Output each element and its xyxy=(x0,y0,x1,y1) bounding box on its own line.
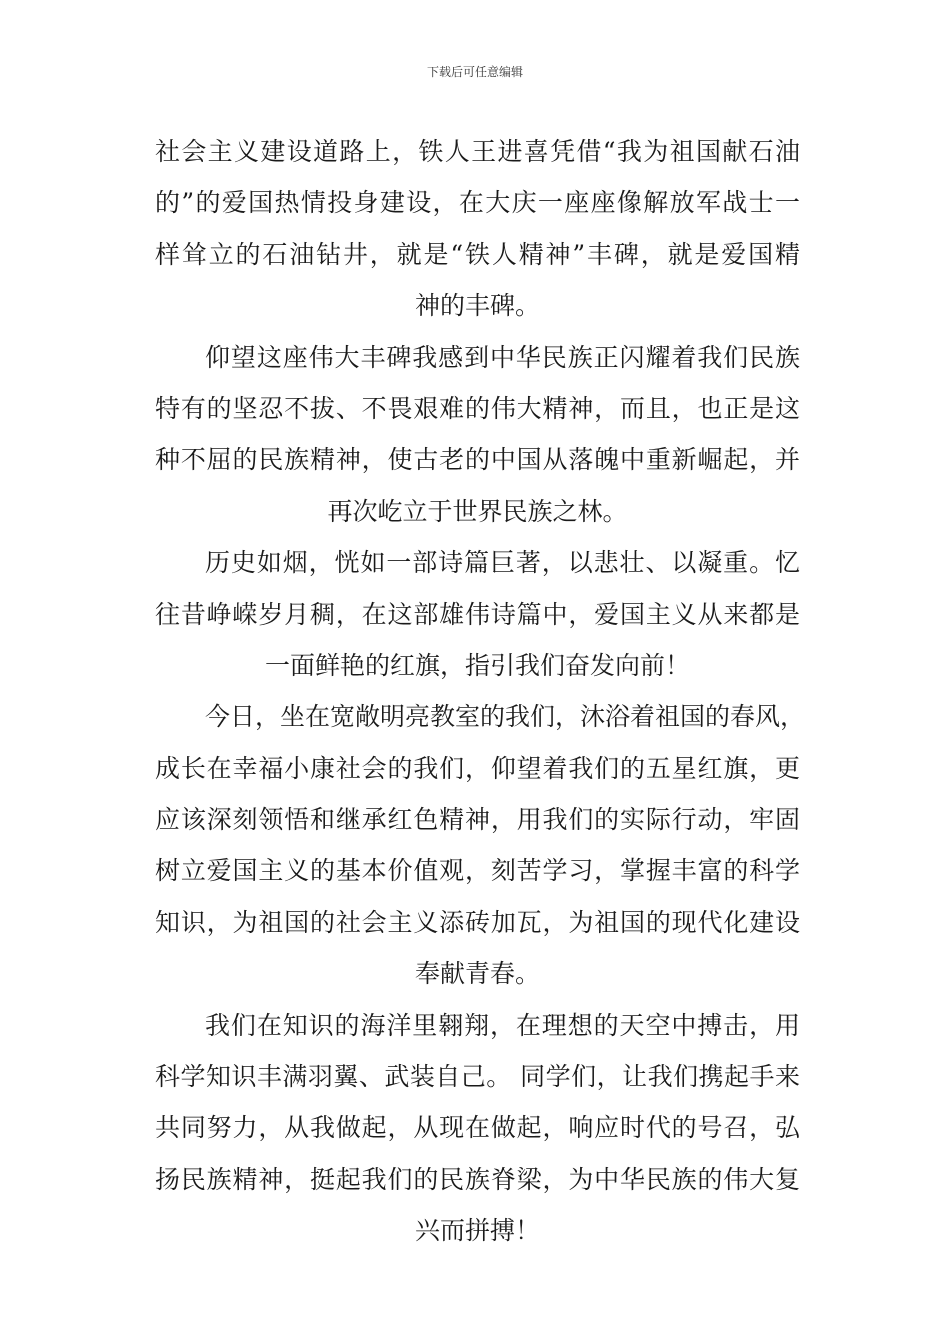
paragraph-line: 奉献青春。 xyxy=(414,959,540,989)
paragraph xyxy=(155,1000,800,1257)
paragraph-line: 今日，坐在宽敞明亮教室的我们，沐浴着祖国的春风， xyxy=(205,702,806,732)
paragraph-line: 成长在幸福小康社会的我们，仰望着我们的五星红旗，更 xyxy=(155,753,800,783)
paragraph-line: 应该深刻领悟和继承红色精神，用我们的实际行动，牢固 xyxy=(155,805,800,835)
paragraph-line: 样耸立的石油钻井，就是“铁人精神”丰碑，就是爱国精 xyxy=(155,239,800,269)
paragraph-line: 一面鲜艳的红旗，指引我们奋发向前！ xyxy=(264,650,690,680)
paragraph-line: 社会主义建设道路上，铁人王进喜凭借“我为祖国献石油 xyxy=(155,137,800,166)
paragraph-line: 仰望这座伟大丰碑我感到中华民族正闪耀着我们民族 xyxy=(205,342,800,372)
document-body xyxy=(155,126,806,1257)
paragraph-line: 树立爱国主义的基本价值观，刻苦学习，掌握丰富的科学 xyxy=(155,856,800,886)
paragraph-line: 兴而拼搏！ xyxy=(414,1216,540,1246)
paragraph-line: 知识，为祖国的社会主义添砖加瓦，为祖国的现代化建设 xyxy=(155,907,800,937)
paragraph xyxy=(155,691,806,999)
paragraph-line: 特有的坚忍不拔、不畏艰难的伟大精神，而且，也正是这 xyxy=(155,393,800,423)
paragraph-line: 历史如烟，恍如一部诗篇巨著，以悲壮、以凝重。忆 xyxy=(205,548,800,578)
paragraph-line: 我们在知识的海洋里翱翔，在理想的天空中搏击，用 xyxy=(205,1010,800,1040)
paragraph xyxy=(155,332,800,538)
paragraph-line: 神的丰碑。 xyxy=(414,291,540,321)
paragraph-line: 的”的爱国热情投身建设，在大庆一座座像解放军战士一 xyxy=(155,188,800,218)
paragraph-line: 共同努力，从我做起，从现在做起，响应时代的号召，弘 xyxy=(155,1113,800,1143)
page-header: 下载后可任意编辑 xyxy=(426,65,523,79)
paragraph-line: 扬民族精神，挺起我们的民族脊梁，为中华民族的伟大复 xyxy=(155,1164,800,1194)
paragraph xyxy=(155,126,800,332)
paragraph-line: 种不屈的民族精神，使古老的中国从落魄中重新崛起，并 xyxy=(155,445,800,475)
paragraph xyxy=(155,537,800,691)
paragraph-line: 科学知识丰满羽翼、武装自己。 同学们，让我们携起手来 xyxy=(155,1062,800,1092)
paragraph-line: 往昔峥嵘岁月稠，在这部雄伟诗篇中，爱国主义从来都是 xyxy=(155,599,800,629)
paragraph-line: 再次屹立于世界民族之林。 xyxy=(327,496,628,526)
